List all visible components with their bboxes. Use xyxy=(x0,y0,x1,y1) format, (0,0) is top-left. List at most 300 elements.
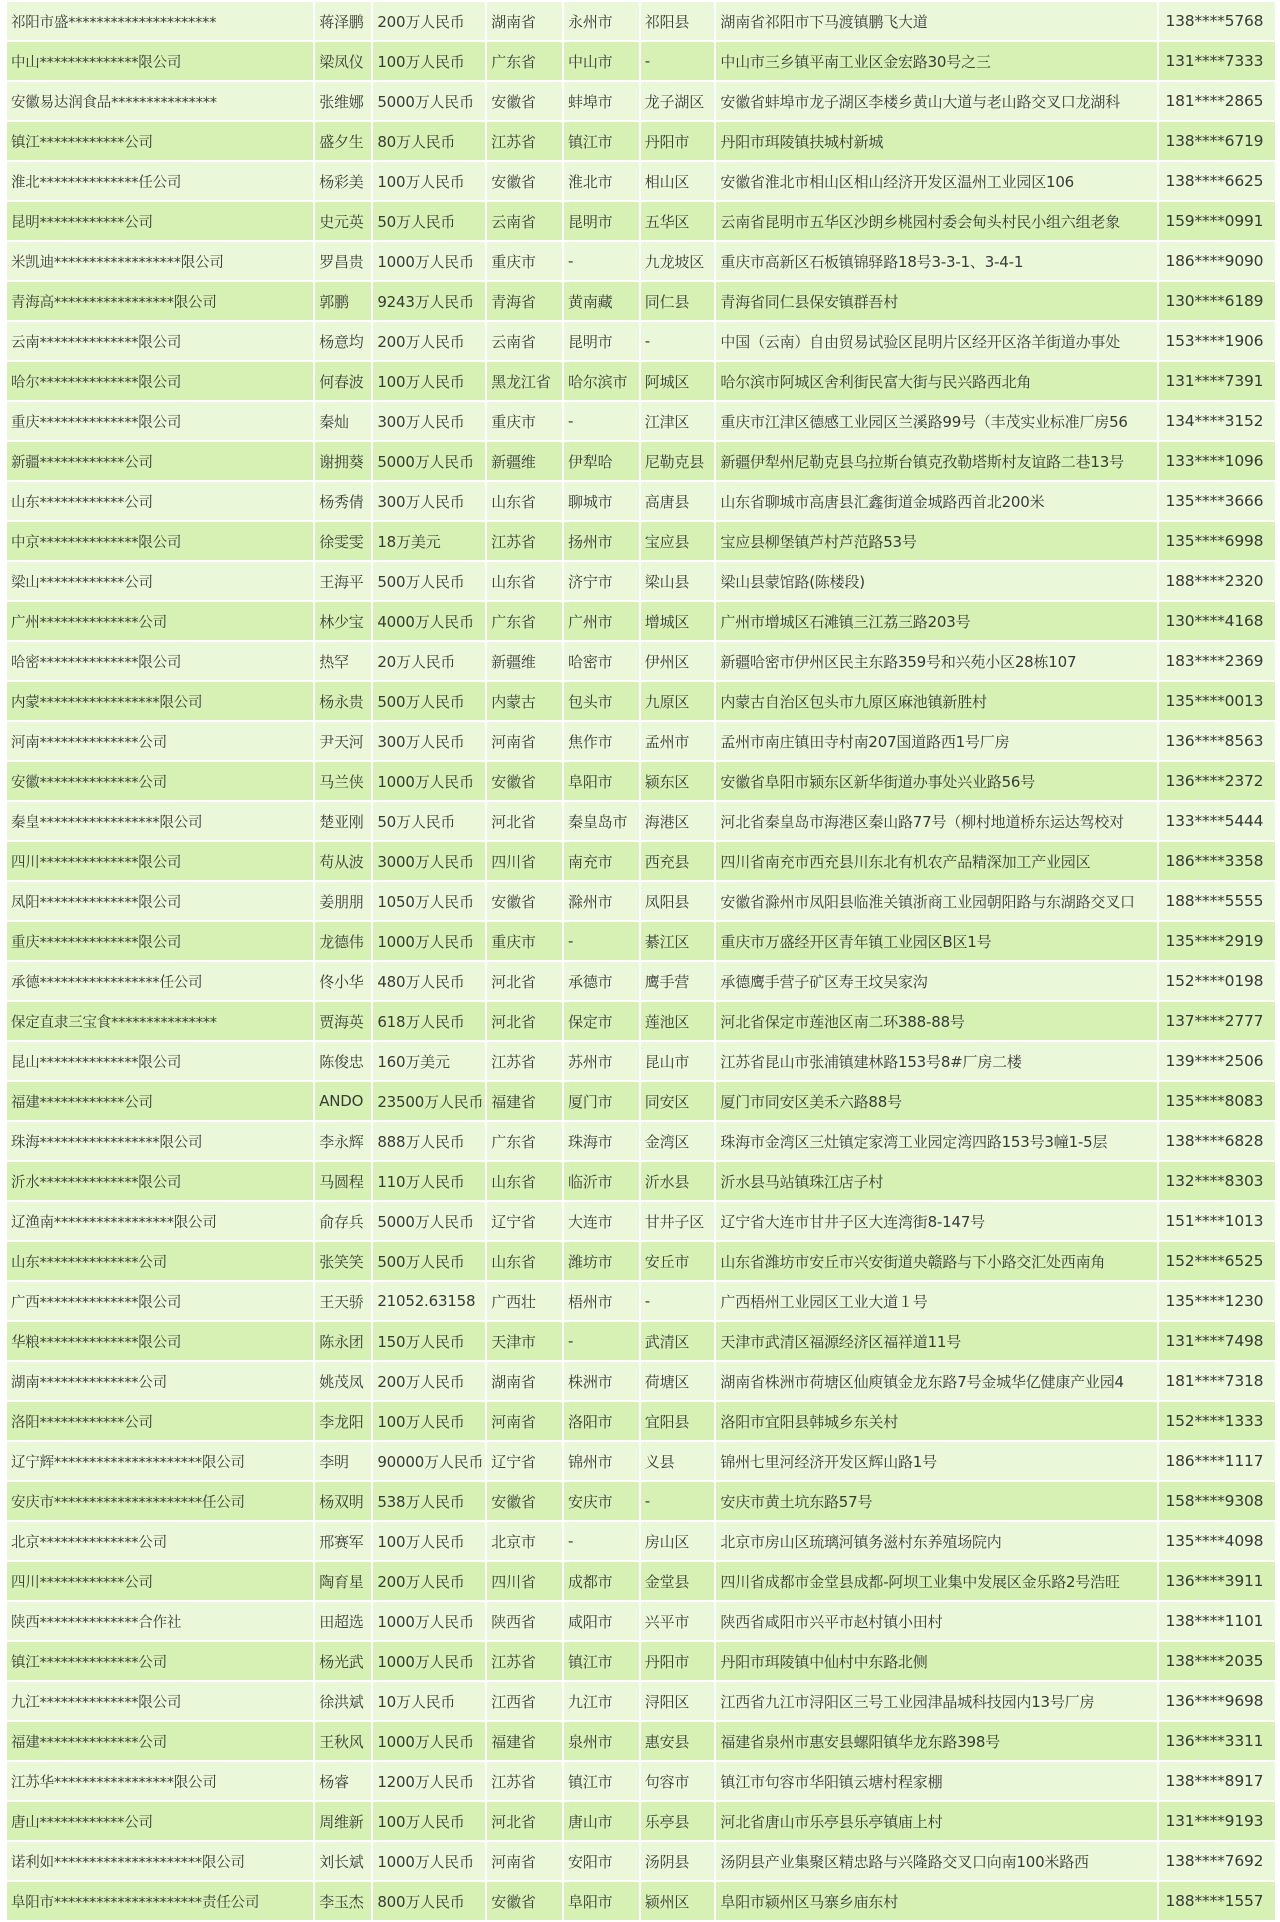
phone-cell: 139****2506 xyxy=(1158,1041,1276,1081)
table-row xyxy=(6,441,1276,481)
city-cell: - xyxy=(563,241,640,281)
legal-person-cell: 刘长斌 xyxy=(314,1841,372,1881)
table-row xyxy=(6,1521,1276,1561)
phone-cell: 135****0013 xyxy=(1158,681,1276,721)
district-cell: - xyxy=(640,41,716,81)
company-name-cell: 华粮**************限公司 xyxy=(6,1321,314,1361)
province-cell: 河南省 xyxy=(486,721,563,761)
registered-capital-cell: 110万人民币 xyxy=(372,1161,486,1201)
district-cell: - xyxy=(640,1481,716,1521)
address-cell: 汤阴县产业集聚区精忠路与兴隆路交叉口向南100米路西 xyxy=(715,1841,1158,1881)
registered-capital-cell: 1000万人民币 xyxy=(372,1721,486,1761)
phone-cell: 158****9308 xyxy=(1158,1481,1276,1521)
phone-cell: 181****7318 xyxy=(1158,1361,1276,1401)
address-cell: 承德鹰手营子矿区寿王坟吴家沟 xyxy=(715,961,1158,1001)
legal-person-cell: 李永辉 xyxy=(314,1121,372,1161)
city-cell: 昆明市 xyxy=(563,321,640,361)
legal-person-cell: 苟从波 xyxy=(314,841,372,881)
phone-cell: 181****2865 xyxy=(1158,81,1276,121)
district-cell: 金湾区 xyxy=(640,1121,716,1161)
address-cell: 福建省泉州市惠安县螺阳镇华龙东路398号 xyxy=(715,1721,1158,1761)
company-name-cell: 福建************公司 xyxy=(6,1081,314,1121)
phone-cell: 133****1096 xyxy=(1158,441,1276,481)
table-row xyxy=(6,1721,1276,1761)
province-cell: 青海省 xyxy=(486,281,563,321)
legal-person-cell: 盛夕生 xyxy=(314,121,372,161)
district-cell: 荷塘区 xyxy=(640,1361,716,1401)
city-cell: 南充市 xyxy=(563,841,640,881)
province-cell: 重庆市 xyxy=(486,921,563,961)
company-name-cell: 辽渔南*****************限公司 xyxy=(6,1201,314,1241)
legal-person-cell: 热罕 xyxy=(314,641,372,681)
address-cell: 中国（云南）自由贸易试验区昆明片区经开区洛羊街道办事处 xyxy=(715,321,1158,361)
table-row xyxy=(6,801,1276,841)
company-name-cell: 诺利如*********************限公司 xyxy=(6,1841,314,1881)
city-cell: 梧州市 xyxy=(563,1281,640,1321)
province-cell: 云南省 xyxy=(486,201,563,241)
company-table xyxy=(5,0,1277,1922)
table-row xyxy=(6,1161,1276,1201)
legal-person-cell: 史元英 xyxy=(314,201,372,241)
company-name-cell: 昆山**************限公司 xyxy=(6,1041,314,1081)
registered-capital-cell: 5000万人民币 xyxy=(372,441,486,481)
province-cell: 辽宁省 xyxy=(486,1201,563,1241)
legal-person-cell: 杨双明 xyxy=(314,1481,372,1521)
province-cell: 江西省 xyxy=(486,1681,563,1721)
company-name-cell: 哈密**************限公司 xyxy=(6,641,314,681)
address-cell: 洛阳市宜阳县韩城乡东关村 xyxy=(715,1401,1158,1441)
phone-cell: 152****1333 xyxy=(1158,1401,1276,1441)
legal-person-cell: 陈俊忠 xyxy=(314,1041,372,1081)
address-cell: 山东省潍坊市安丘市兴安街道央赣路与下小路交汇处西南角 xyxy=(715,1241,1158,1281)
province-cell: 河北省 xyxy=(486,961,563,1001)
table-row xyxy=(6,1,1276,41)
province-cell: 新疆维 xyxy=(486,641,563,681)
address-cell: 梁山县蒙馆路(陈楼段) xyxy=(715,561,1158,601)
district-cell: 宜阳县 xyxy=(640,1401,716,1441)
company-name-cell: 四川************公司 xyxy=(6,1561,314,1601)
province-cell: 黑龙江省 xyxy=(486,361,563,401)
registered-capital-cell: 300万人民币 xyxy=(372,481,486,521)
province-cell: 辽宁省 xyxy=(486,1441,563,1481)
legal-person-cell: 梁凤仪 xyxy=(314,41,372,81)
legal-person-cell: 龙德伟 xyxy=(314,921,372,961)
phone-cell: 136****3911 xyxy=(1158,1561,1276,1601)
province-cell: 天津市 xyxy=(486,1321,563,1361)
registered-capital-cell: 100万人民币 xyxy=(372,1401,486,1441)
district-cell: 兴平市 xyxy=(640,1601,716,1641)
registered-capital-cell: 200万人民币 xyxy=(372,321,486,361)
legal-person-cell: 蒋泽鹏 xyxy=(314,1,372,41)
table-row xyxy=(6,1801,1276,1841)
company-name-cell: 广西**************限公司 xyxy=(6,1281,314,1321)
phone-cell: 131****7391 xyxy=(1158,361,1276,401)
district-cell: - xyxy=(640,321,716,361)
address-cell: 沂水县马站镇珠江店子村 xyxy=(715,1161,1158,1201)
address-cell: 厦门市同安区美禾六路88号 xyxy=(715,1081,1158,1121)
table-row xyxy=(6,1321,1276,1361)
legal-person-cell: 杨秀倩 xyxy=(314,481,372,521)
district-cell: 增城区 xyxy=(640,601,716,641)
table-row xyxy=(6,1761,1276,1801)
address-cell: 中山市三乡镇平南工业区金宏路30号之三 xyxy=(715,41,1158,81)
company-name-cell: 九江**************限公司 xyxy=(6,1681,314,1721)
registered-capital-cell: 90000万人民币 xyxy=(372,1441,486,1481)
registered-capital-cell: 80万人民币 xyxy=(372,121,486,161)
legal-person-cell: 秦灿 xyxy=(314,401,372,441)
legal-person-cell: 俞存兵 xyxy=(314,1201,372,1241)
registered-capital-cell: 100万人民币 xyxy=(372,1801,486,1841)
phone-cell: 186****1117 xyxy=(1158,1441,1276,1481)
address-cell: 哈尔滨市阿城区舍利街民富大街与民兴路西北角 xyxy=(715,361,1158,401)
table-row xyxy=(6,881,1276,921)
phone-cell: 138****5768 xyxy=(1158,1,1276,41)
registered-capital-cell: 1000万人民币 xyxy=(372,1601,486,1641)
phone-cell: 188****2320 xyxy=(1158,561,1276,601)
legal-person-cell: 何春波 xyxy=(314,361,372,401)
legal-person-cell: 杨光武 xyxy=(314,1641,372,1681)
city-cell: 聊城市 xyxy=(563,481,640,521)
registered-capital-cell: 1000万人民币 xyxy=(372,1841,486,1881)
province-cell: 安徽省 xyxy=(486,761,563,801)
company-name-cell: 梁山************公司 xyxy=(6,561,314,601)
district-cell: 九原区 xyxy=(640,681,716,721)
city-cell: 镇江市 xyxy=(563,1761,640,1801)
phone-cell: 131****9193 xyxy=(1158,1801,1276,1841)
city-cell: 广州市 xyxy=(563,601,640,641)
company-name-cell: 承德*****************任公司 xyxy=(6,961,314,1001)
company-name-cell: 新疆************公司 xyxy=(6,441,314,481)
district-cell: 九龙坡区 xyxy=(640,241,716,281)
table-row xyxy=(6,401,1276,441)
table-row xyxy=(6,241,1276,281)
district-cell: 颍东区 xyxy=(640,761,716,801)
district-cell: 凤阳县 xyxy=(640,881,716,921)
phone-cell: 186****9090 xyxy=(1158,241,1276,281)
table-row xyxy=(6,1241,1276,1281)
district-cell: 金堂县 xyxy=(640,1561,716,1601)
registered-capital-cell: 300万人民币 xyxy=(372,401,486,441)
province-cell: 广东省 xyxy=(486,1121,563,1161)
legal-person-cell: 楚亚刚 xyxy=(314,801,372,841)
table-row xyxy=(6,1681,1276,1721)
legal-person-cell: 郭鹏 xyxy=(314,281,372,321)
table-row xyxy=(6,481,1276,521)
address-cell: 河北省保定市莲池区南二环388-88号 xyxy=(715,1001,1158,1041)
legal-person-cell: 张笑笑 xyxy=(314,1241,372,1281)
legal-person-cell: 杨永贵 xyxy=(314,681,372,721)
district-cell: 西充县 xyxy=(640,841,716,881)
city-cell: 蚌埠市 xyxy=(563,81,640,121)
phone-cell: 134****3152 xyxy=(1158,401,1276,441)
table-row xyxy=(6,1561,1276,1601)
registered-capital-cell: 500万人民币 xyxy=(372,1241,486,1281)
legal-person-cell: 林少宝 xyxy=(314,601,372,641)
address-cell: 安徽省滁州市凤阳县临淮关镇浙商工业园朝阳路与东湖路交叉口 xyxy=(715,881,1158,921)
company-name-cell: 北京**************公司 xyxy=(6,1521,314,1561)
city-cell: - xyxy=(563,1321,640,1361)
district-cell: 祁阳县 xyxy=(640,1,716,41)
address-cell: 安徽省淮北市相山区相山经济开发区温州工业园区106 xyxy=(715,161,1158,201)
legal-person-cell: 王秋风 xyxy=(314,1721,372,1761)
registered-capital-cell: 23500万人民币 xyxy=(372,1081,486,1121)
district-cell: 龙子湖区 xyxy=(640,81,716,121)
province-cell: 河北省 xyxy=(486,1001,563,1041)
table-row xyxy=(6,281,1276,321)
province-cell: 重庆市 xyxy=(486,241,563,281)
province-cell: 江苏省 xyxy=(486,1641,563,1681)
phone-cell: 188****5555 xyxy=(1158,881,1276,921)
address-cell: 安徽省阜阳市颍东区新华街道办事处兴业路56号 xyxy=(715,761,1158,801)
city-cell: - xyxy=(563,1521,640,1561)
address-cell: 河北省唐山市乐亭县乐亭镇庙上村 xyxy=(715,1801,1158,1841)
table-row xyxy=(6,961,1276,1001)
district-cell: 江津区 xyxy=(640,401,716,441)
city-cell: 哈密市 xyxy=(563,641,640,681)
address-cell: 陕西省咸阳市兴平市赵村镇小田村 xyxy=(715,1601,1158,1641)
registered-capital-cell: 1000万人民币 xyxy=(372,1641,486,1681)
district-cell: 阿城区 xyxy=(640,361,716,401)
address-cell: 安庆市黄土坑东路57号 xyxy=(715,1481,1158,1521)
company-name-cell: 山东**************公司 xyxy=(6,1241,314,1281)
company-name-cell: 镇江************公司 xyxy=(6,121,314,161)
company-name-cell: 淮北**************任公司 xyxy=(6,161,314,201)
city-cell: 滁州市 xyxy=(563,881,640,921)
registered-capital-cell: 20万人民币 xyxy=(372,641,486,681)
province-cell: 山东省 xyxy=(486,1161,563,1201)
city-cell: 安庆市 xyxy=(563,1481,640,1521)
address-cell: 湖南省祁阳市下马渡镇鹏飞大道 xyxy=(715,1,1158,41)
province-cell: 福建省 xyxy=(486,1081,563,1121)
legal-person-cell: 杨意均 xyxy=(314,321,372,361)
city-cell: 昆明市 xyxy=(563,201,640,241)
phone-cell: 153****1906 xyxy=(1158,321,1276,361)
phone-cell: 136****8563 xyxy=(1158,721,1276,761)
table-row xyxy=(6,1121,1276,1161)
registered-capital-cell: 160万美元 xyxy=(372,1041,486,1081)
address-cell: 阜阳市颍州区马寨乡庙东村 xyxy=(715,1881,1158,1921)
company-name-cell: 米凯迪******************限公司 xyxy=(6,241,314,281)
province-cell: 重庆市 xyxy=(486,401,563,441)
address-cell: 重庆市江津区德感工业园区兰溪路99号（丰茂实业标准厂房56 xyxy=(715,401,1158,441)
district-cell: 武清区 xyxy=(640,1321,716,1361)
company-name-cell: 青海高*****************限公司 xyxy=(6,281,314,321)
legal-person-cell: 杨睿 xyxy=(314,1761,372,1801)
legal-person-cell: 姚茂凤 xyxy=(314,1361,372,1401)
city-cell: 成都市 xyxy=(563,1561,640,1601)
address-cell: 丹阳市珥陵镇中仙村中东路北侧 xyxy=(715,1641,1158,1681)
table-row xyxy=(6,1441,1276,1481)
district-cell: 昆山市 xyxy=(640,1041,716,1081)
legal-person-cell: 张维娜 xyxy=(314,81,372,121)
address-cell: 广州市增城区石滩镇三江荔三路203号 xyxy=(715,601,1158,641)
phone-cell: 135****3666 xyxy=(1158,481,1276,521)
table-row xyxy=(6,1001,1276,1041)
registered-capital-cell: 100万人民币 xyxy=(372,1521,486,1561)
table-row xyxy=(6,201,1276,241)
address-cell: 江西省九江市浔阳区三号工业园津晶城科技园内13号厂房 xyxy=(715,1681,1158,1721)
province-cell: 广东省 xyxy=(486,601,563,641)
city-cell: 秦皇岛市 xyxy=(563,801,640,841)
address-cell: 重庆市万盛经开区青年镇工业园区B区1号 xyxy=(715,921,1158,961)
district-cell: 惠安县 xyxy=(640,1721,716,1761)
table-row xyxy=(6,321,1276,361)
company-name-cell: 安徽**************公司 xyxy=(6,761,314,801)
phone-cell: 152****6525 xyxy=(1158,1241,1276,1281)
table-row xyxy=(6,41,1276,81)
table-row xyxy=(6,921,1276,961)
table-row xyxy=(6,1041,1276,1081)
registered-capital-cell: 618万人民币 xyxy=(372,1001,486,1041)
district-cell: 莲池区 xyxy=(640,1001,716,1041)
legal-person-cell: 陶育星 xyxy=(314,1561,372,1601)
table-row xyxy=(6,1601,1276,1641)
city-cell: 锦州市 xyxy=(563,1441,640,1481)
registered-capital-cell: 50万人民币 xyxy=(372,801,486,841)
legal-person-cell: 王天骄 xyxy=(314,1281,372,1321)
table-row xyxy=(6,561,1276,601)
legal-person-cell: 马圆程 xyxy=(314,1161,372,1201)
city-cell: 哈尔滨市 xyxy=(563,361,640,401)
city-cell: 济宁市 xyxy=(563,561,640,601)
legal-person-cell: 谢拥葵 xyxy=(314,441,372,481)
registered-capital-cell: 100万人民币 xyxy=(372,361,486,401)
phone-cell: 136****2372 xyxy=(1158,761,1276,801)
legal-person-cell: 田超选 xyxy=(314,1601,372,1641)
address-cell: 安徽省蚌埠市龙子湖区李楼乡黄山大道与老山路交叉口龙湖科 xyxy=(715,81,1158,121)
company-name-cell: 河南**************公司 xyxy=(6,721,314,761)
address-cell: 山东省聊城市高唐县汇鑫街道金城路西首北200米 xyxy=(715,481,1158,521)
phone-cell: 138****1101 xyxy=(1158,1601,1276,1641)
district-cell: 鹰手营 xyxy=(640,961,716,1001)
table-row xyxy=(6,521,1276,561)
district-cell: 伊州区 xyxy=(640,641,716,681)
registered-capital-cell: 800万人民币 xyxy=(372,1881,486,1921)
address-cell: 新疆伊犁州尼勒克县乌拉斯台镇克孜勒塔斯村友谊路二巷13号 xyxy=(715,441,1158,481)
address-cell: 北京市房山区琉璃河镇务滋村东养殖场院内 xyxy=(715,1521,1158,1561)
legal-person-cell: 徐洪斌 xyxy=(314,1681,372,1721)
province-cell: 湖南省 xyxy=(486,1361,563,1401)
company-name-cell: 重庆**************限公司 xyxy=(6,921,314,961)
registered-capital-cell: 3000万人民币 xyxy=(372,841,486,881)
district-cell: 颍州区 xyxy=(640,1881,716,1921)
city-cell: 永州市 xyxy=(563,1,640,41)
phone-cell: 136****3311 xyxy=(1158,1721,1276,1761)
province-cell: 四川省 xyxy=(486,1561,563,1601)
company-name-cell: 哈尔**************限公司 xyxy=(6,361,314,401)
legal-person-cell: 尹天河 xyxy=(314,721,372,761)
registered-capital-cell: 5000万人民币 xyxy=(372,1201,486,1241)
table-row xyxy=(6,1401,1276,1441)
address-cell: 四川省成都市金堂县成都-阿坝工业集中发展区金乐路2号浩旺 xyxy=(715,1561,1158,1601)
table-row xyxy=(6,1881,1276,1921)
province-cell: 江苏省 xyxy=(486,121,563,161)
registered-capital-cell: 1200万人民币 xyxy=(372,1761,486,1801)
registered-capital-cell: 10万人民币 xyxy=(372,1681,486,1721)
phone-cell: 152****0198 xyxy=(1158,961,1276,1001)
registered-capital-cell: 100万人民币 xyxy=(372,41,486,81)
province-cell: 河南省 xyxy=(486,1841,563,1881)
registered-capital-cell: 4000万人民币 xyxy=(372,601,486,641)
phone-cell: 138****7692 xyxy=(1158,1841,1276,1881)
district-cell: 丹阳市 xyxy=(640,121,716,161)
phone-cell: 135****2919 xyxy=(1158,921,1276,961)
province-cell: 广西壮 xyxy=(486,1281,563,1321)
company-name-cell: 中京**************限公司 xyxy=(6,521,314,561)
city-cell: 镇江市 xyxy=(563,1641,640,1681)
company-name-cell: 福建**************公司 xyxy=(6,1721,314,1761)
province-cell: 新疆维 xyxy=(486,441,563,481)
address-cell: 镇江市句容市华阳镇云塘村程家棚 xyxy=(715,1761,1158,1801)
phone-cell: 135****8083 xyxy=(1158,1081,1276,1121)
address-cell: 锦州七里河经济开发区辉山路1号 xyxy=(715,1441,1158,1481)
city-cell: 唐山市 xyxy=(563,1801,640,1841)
phone-cell: 133****5444 xyxy=(1158,801,1276,841)
city-cell: 包头市 xyxy=(563,681,640,721)
phone-cell: 132****8303 xyxy=(1158,1161,1276,1201)
city-cell: 安阳市 xyxy=(563,1841,640,1881)
city-cell: 洛阳市 xyxy=(563,1401,640,1441)
legal-person-cell: 李玉杰 xyxy=(314,1881,372,1921)
company-name-cell: 昆明************公司 xyxy=(6,201,314,241)
company-name-cell: 中山**************限公司 xyxy=(6,41,314,81)
address-cell: 河北省秦皇岛市海港区秦山路77号（柳村地道桥东运达驾校对 xyxy=(715,801,1158,841)
city-cell: - xyxy=(563,401,640,441)
table-row xyxy=(6,721,1276,761)
legal-person-cell: 周维新 xyxy=(314,1801,372,1841)
legal-person-cell: 王海平 xyxy=(314,561,372,601)
province-cell: 广东省 xyxy=(486,41,563,81)
registered-capital-cell: 200万人民币 xyxy=(372,1561,486,1601)
legal-person-cell: 邢赛军 xyxy=(314,1521,372,1561)
district-cell: 同安区 xyxy=(640,1081,716,1121)
legal-person-cell: 徐雯雯 xyxy=(314,521,372,561)
company-name-cell: 凤阳**************限公司 xyxy=(6,881,314,921)
city-cell: 珠海市 xyxy=(563,1121,640,1161)
legal-person-cell: 陈永团 xyxy=(314,1321,372,1361)
province-cell: 福建省 xyxy=(486,1721,563,1761)
city-cell: 扬州市 xyxy=(563,521,640,561)
company-name-cell: 安庆市*********************任公司 xyxy=(6,1481,314,1521)
company-name-cell: 安徽易达润食品*************** xyxy=(6,81,314,121)
phone-cell: 138****8917 xyxy=(1158,1761,1276,1801)
phone-cell: 138****6625 xyxy=(1158,161,1276,201)
company-name-cell: 重庆**************限公司 xyxy=(6,401,314,441)
city-cell: 阜阳市 xyxy=(563,761,640,801)
district-cell: 高唐县 xyxy=(640,481,716,521)
table-row xyxy=(6,1481,1276,1521)
company-name-cell: 陕西**************合作社 xyxy=(6,1601,314,1641)
table-row xyxy=(6,161,1276,201)
province-cell: 河北省 xyxy=(486,801,563,841)
company-name-cell: 祁阳市盛********************* xyxy=(6,1,314,41)
province-cell: 安徽省 xyxy=(486,81,563,121)
address-cell: 珠海市金湾区三灶镇定家湾工业园定湾四路153号3幢1-5层 xyxy=(715,1121,1158,1161)
province-cell: 安徽省 xyxy=(486,1881,563,1921)
province-cell: 安徽省 xyxy=(486,161,563,201)
district-cell: 乐亭县 xyxy=(640,1801,716,1841)
city-cell: - xyxy=(563,921,640,961)
company-name-cell: 沂水**************限公司 xyxy=(6,1161,314,1201)
district-cell: 丹阳市 xyxy=(640,1641,716,1681)
table-row xyxy=(6,841,1276,881)
registered-capital-cell: 888万人民币 xyxy=(372,1121,486,1161)
phone-cell: 131****7333 xyxy=(1158,41,1276,81)
province-cell: 江苏省 xyxy=(486,1761,563,1801)
city-cell: 镇江市 xyxy=(563,121,640,161)
company-table-sheet xyxy=(5,0,1277,1922)
district-cell: 同仁县 xyxy=(640,281,716,321)
